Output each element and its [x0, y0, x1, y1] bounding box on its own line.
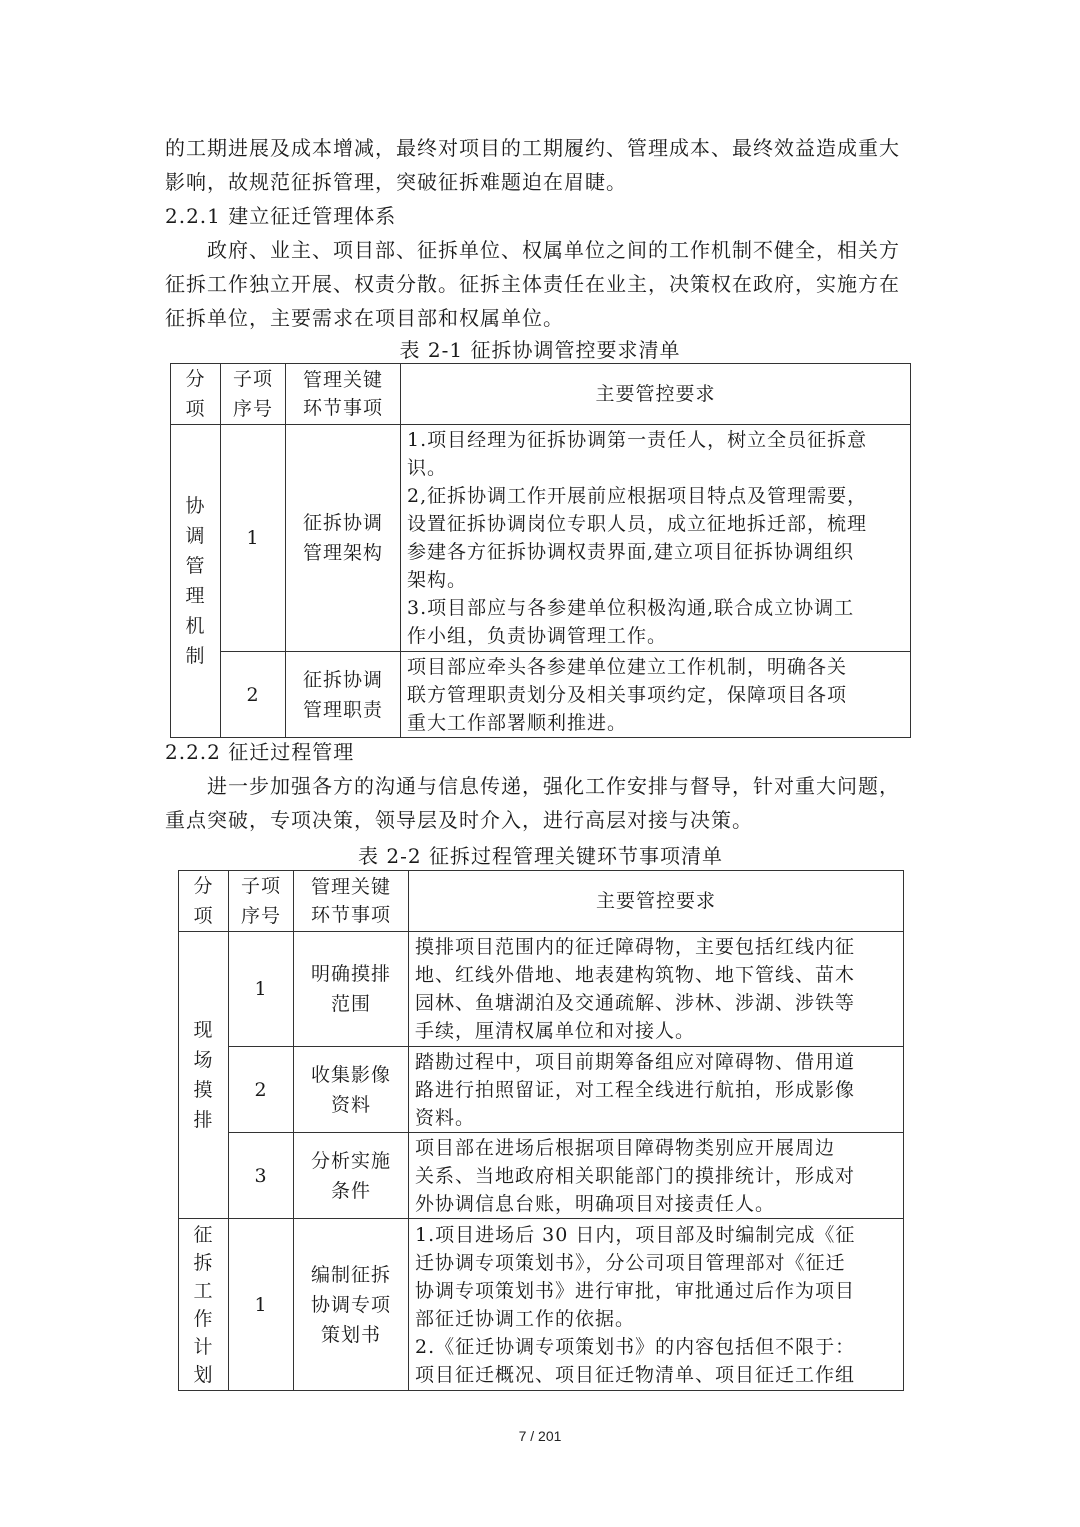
table2-g1-row3-requirements: 项目部在进场后根据项目障碍物类别应开展周边 关系、当地政府相关职能部门的摸排统计，形成对 外协调信息台账，明确项目对接责任人。: [409, 1133, 904, 1219]
section1-para-line-2: 征拆工作独立开展、权责分散。征拆主体责任在业主，决策权在政府，实施方在: [165, 272, 900, 296]
table2-g2-row1-no: 1: [229, 1219, 294, 1391]
table2-header-sub-no: 子项序号: [229, 871, 294, 932]
section-heading-2-2-2: 2.2.2 征迁过程管理: [165, 740, 355, 764]
table1-row1-key-item: 征拆协调管理架构: [286, 425, 401, 652]
table1-row1-requirements: 1.项目经理为征拆协调第一责任人，树立全员征拆意 识。 2,征拆协调工作开展前应根据项目特点及管理需要， 设置征拆协调岗位专职人员，成立征地拆迁部，梳理 参建各方征拆协调权责界面,建立项目征拆协调组织 架构。 3.项目部应与各参建单位积极沟通,联合成立协调工 作小组，负责协调管理工作。: [401, 425, 911, 652]
table-row: [179, 1219, 904, 1391]
section2-para-line-1: 进一步加强各方的沟通与信息传递，强化工作安排与督导，针对重大问题，: [207, 774, 900, 798]
table2-g1-row1-key-item: 明确摸排范围: [294, 932, 409, 1047]
table1-row2-no: 2: [221, 652, 286, 738]
table-row: [179, 932, 904, 1047]
table1-header-key-item: 管理关键环节事项: [286, 364, 401, 425]
table1-header-category: 分项: [171, 364, 221, 425]
table-2-1: [170, 363, 911, 738]
table2-g1-row2-key-item: 收集影像资料: [294, 1047, 409, 1133]
table-row: [179, 1047, 904, 1133]
table1-row2-key-item: 征拆协调管理职责: [286, 652, 401, 738]
section-heading-2-2-1: 2.2.1 建立征迁管理体系: [165, 204, 397, 228]
table1-header-sub-no: 子项序号: [221, 364, 286, 425]
table2-g2-row1-requirements: 1.项目进场后 30 日内，项目部及时编制完成《征 迁协调专项策划书》，分公司项目管理部对《征迁 协调专项策划书》进行审批，审批通过后作为项目 部征迁协调工作的依据。 2.《征迁协调专项策划书》的内容包括但不限于： 项目征迁概况、项目征迁物清单、项目征迁工作组: [409, 1219, 904, 1391]
table2-header-key-item: 管理关键环节事项: [294, 871, 409, 932]
table-2-2: [178, 870, 904, 1391]
table1-caption: 表 2-1 征拆协调管控要求清单: [399, 338, 681, 362]
table1-header-requirements: 主要管控要求: [401, 364, 911, 425]
table2-g1-row3-key-item: 分析实施条件: [294, 1133, 409, 1219]
table2-header-row: [179, 871, 904, 932]
table1-header-row: [171, 364, 911, 425]
table-row: [171, 425, 911, 652]
intro-line-1: 的工期进展及成本增减，最终对项目的工期履约、管理成本、最终效益造成重大: [165, 136, 900, 160]
table2-category-cell-1: 现场摸排: [179, 932, 229, 1219]
table2-category-cell-2: 征拆工作计划: [179, 1219, 229, 1391]
table1-row2-requirements: 项目部应牵头各参建单位建立工作机制，明确各关 联方管理职责划分及相关事项约定，保障项目各项 重大工作部署顺利推进。: [401, 652, 911, 738]
table-row: [179, 1133, 904, 1219]
table2-caption: 表 2-2 征拆过程管理关键环节事项清单: [358, 844, 723, 868]
table1-row1-no: 1: [221, 425, 286, 652]
table2-header-category: 分项: [179, 871, 229, 932]
table2-g1-row1-no: 1: [229, 932, 294, 1047]
table2-g1-row3-no: 3: [229, 1133, 294, 1219]
table2-g1-row1-requirements: 摸排项目范围内的征迁障碍物，主要包括红线内征 地、红线外借地、地表建构筑物、地下管线、苗木 园林、鱼塘湖泊及交通疏解、涉林、涉湖、涉铁等 手续，厘清权属单位和对接人。: [409, 932, 904, 1047]
page-number: 7 / 201: [518, 1428, 562, 1444]
section1-para-line-3: 征拆单位，主要需求在项目部和权属单位。: [165, 306, 564, 330]
table1-category-cell: 协调管理机制: [171, 425, 221, 738]
section1-para-line-1: 政府、业主、项目部、征拆单位、权属单位之间的工作机制不健全，相关方: [207, 238, 900, 262]
table2-g2-row1-key-item: 编制征拆协调专项策划书: [294, 1219, 409, 1391]
table2-g1-row2-no: 2: [229, 1047, 294, 1133]
intro-line-2: 影响，故规范征拆管理，突破征拆难题迫在眉睫。: [165, 170, 627, 194]
table2-g1-row2-requirements: 踏勘过程中，项目前期筹备组应对障碍物、借用道 路进行拍照留证，对工程全线进行航拍，形成影像 资料。: [409, 1047, 904, 1133]
section2-para-line-2: 重点突破，专项决策，领导层及时介入，进行高层对接与决策。: [165, 808, 753, 832]
table2-header-requirements: 主要管控要求: [409, 871, 904, 932]
table-row: [171, 652, 911, 738]
